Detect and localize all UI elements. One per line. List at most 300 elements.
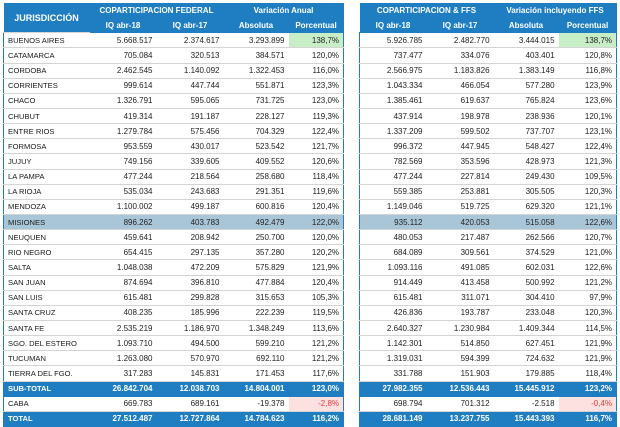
table-row (4, 199, 344, 214)
table-row (4, 48, 344, 63)
ffs-iq-abr17-value: 619.637 (427, 93, 494, 108)
ffs-iq-abr18-value: 477.244 (360, 169, 427, 184)
ffs-var-absoluta-value: 428.973 (494, 154, 559, 169)
table-row-ffs (360, 184, 617, 199)
var-porcentual-value: 117,6% (289, 366, 344, 381)
ffs-var-absoluta-value: 737.707 (494, 124, 559, 139)
iq-abr17-value: 499.187 (157, 199, 224, 214)
ffs-iq-abr17-value: 599.502 (427, 124, 494, 139)
var-porcentual-value: 121,7% (289, 139, 344, 154)
jurisdiccion-name: LA PAMPA (4, 169, 90, 184)
var-porcentual-value: 138,7% (289, 33, 344, 48)
var-absoluta-value: 1.348.249 (224, 320, 289, 335)
iq-abr17-value: 689.161 (157, 396, 224, 411)
iq-abr18-value: 1.093.710 (90, 336, 157, 351)
ffs-iq-abr18-value: 2.640.327 (360, 320, 427, 335)
var-porcentual-value: 113,6% (289, 320, 344, 335)
var-absoluta-value: 551.871 (224, 78, 289, 93)
jurisdiccion-name: SALTA (4, 260, 90, 275)
ffs-var-porcentual-value: 138,7% (559, 33, 617, 48)
ffs-iq-abr17-value: 217.487 (427, 230, 494, 245)
var-porcentual-value: 123,0% (289, 93, 344, 108)
ffs-var-absoluta-value: 15.443.393 (494, 411, 559, 426)
iq-abr17-value: 1.140.092 (157, 63, 224, 78)
jurisdiccion-name: SGO. DEL ESTERO (4, 336, 90, 351)
iq-abr17-value: 12.727.864 (157, 411, 224, 426)
var-absoluta-value: 14.784.623 (224, 411, 289, 426)
table-row (4, 336, 344, 351)
col-abs-header: Absoluta (224, 18, 289, 33)
ffs-iq-abr17-value: 466.054 (427, 78, 494, 93)
ffs-var-absoluta-value: 577.280 (494, 78, 559, 93)
var-absoluta-value: 704.329 (224, 124, 289, 139)
ffs-var-porcentual-value: 97,9% (559, 290, 617, 305)
jurisdiccion-name: CHUBUT (4, 108, 90, 123)
ffs-iq-abr18-value: 1.319.031 (360, 351, 427, 366)
ffs-var-porcentual-value: 122,6% (559, 260, 617, 275)
ffs-iq-abr17-value: 309.561 (427, 245, 494, 260)
federal-group-header: COPARTICIPACION FEDERAL (90, 3, 224, 18)
ffs-iq-abr18-value: 996.372 (360, 139, 427, 154)
ffs-var-porcentual-value: 123,1% (559, 124, 617, 139)
var-porcentual-value: 118,4% (289, 169, 344, 184)
var-porcentual-value: 120,2% (289, 245, 344, 260)
caba-row-ffs (360, 396, 617, 411)
ffs-iq-abr17-value: 519.725 (427, 199, 494, 214)
var-porcentual-value: 119,5% (289, 305, 344, 320)
ffs-iq-abr18-value: 426.836 (360, 305, 427, 320)
ffs-iq-abr18-value: 1.149.046 (360, 199, 427, 214)
iq-abr18-value: 669.783 (90, 396, 157, 411)
table-row-ffs (360, 93, 617, 108)
ffs-var-porcentual-value: 118,4% (559, 366, 617, 381)
var-porcentual-value: 121,2% (289, 351, 344, 366)
table-row-ffs (360, 124, 617, 139)
jurisdiccion-name: CABA (4, 396, 90, 411)
table-row (4, 184, 344, 199)
subtotal-row (4, 381, 344, 396)
ffs-iq-abr17-value: 1.230.984 (427, 320, 494, 335)
ffs-var-porcentual-value: 114,5% (559, 320, 617, 335)
var-porcentual-value: 120,4% (289, 275, 344, 290)
table-row-ffs (360, 305, 617, 320)
jurisdiccion-name: TOTAL (4, 411, 90, 426)
ffs-var-porcentual-value: 120,8% (559, 48, 617, 63)
table-row-ffs (360, 260, 617, 275)
ffs-iq-abr17-value: 311.071 (427, 290, 494, 305)
col-abs-ffs-header: Absoluta (494, 18, 559, 33)
ffs-iq-abr17-value: 1.183.826 (427, 63, 494, 78)
iq-abr17-value: 185.996 (157, 305, 224, 320)
ffs-var-porcentual-value: 122,4% (559, 139, 617, 154)
ffs-iq-abr17-value: 2.482.770 (427, 33, 494, 48)
ffs-iq-abr17-value: 151.903 (427, 366, 494, 381)
ffs-iq-abr17-value: 13.237.755 (427, 411, 494, 426)
ffs-iq-abr17-value: 701.312 (427, 396, 494, 411)
federal-table (3, 3, 344, 427)
var-absoluta-value: 575.829 (224, 260, 289, 275)
ffs-iq-abr18-value: 737.477 (360, 48, 427, 63)
jurisdiccion-name: SANTA FE (4, 320, 90, 335)
var-porcentual-value: 122,0% (289, 214, 344, 229)
jurisdiccion-name: TIERRA DEL FGO. (4, 366, 90, 381)
table-row (4, 366, 344, 381)
jurisdiccion-name: MENDOZA (4, 199, 90, 214)
ffs-iq-abr18-value: 782.569 (360, 154, 427, 169)
iq-abr17-value: 191.187 (157, 108, 224, 123)
ffs-iq-abr18-value: 698.794 (360, 396, 427, 411)
table-row-ffs (360, 199, 617, 214)
ffs-var-absoluta-value: 724.632 (494, 351, 559, 366)
col-iq17-header: IQ abr-17 (157, 18, 224, 33)
table-row (4, 305, 344, 320)
ffs-var-porcentual-value: 120,7% (559, 230, 617, 245)
table-row-ffs (360, 320, 617, 335)
iq-abr18-value: 953.559 (90, 139, 157, 154)
table-row (4, 139, 344, 154)
col-iq18-ffs-header: IQ abr-18 (360, 18, 427, 33)
iq-abr18-value: 1.326.791 (90, 93, 157, 108)
ffs-var-porcentual-value: 123,2% (559, 381, 617, 396)
var-porcentual-value: 116,0% (289, 63, 344, 78)
var-absoluta-value: 228.127 (224, 108, 289, 123)
ffs-var-absoluta-value: 627.451 (494, 336, 559, 351)
ffs-var-absoluta-value: 1.409.344 (494, 320, 559, 335)
table-row (4, 93, 344, 108)
table-row (4, 260, 344, 275)
ffs-iq-abr17-value: 514.850 (427, 336, 494, 351)
jurisdiccion-name: SAN JUAN (4, 275, 90, 290)
ffs-var-absoluta-value: 305.505 (494, 184, 559, 199)
jurisdiccion-name: JUJUY (4, 154, 90, 169)
iq-abr18-value: 2.462.545 (90, 63, 157, 78)
iq-abr18-value: 874.694 (90, 275, 157, 290)
var-absoluta-value: 3.293.899 (224, 33, 289, 48)
iq-abr17-value: 12.038.703 (157, 381, 224, 396)
ffs-var-absoluta-value: 3.444.015 (494, 33, 559, 48)
col-pct-ffs-header: Porcentual (559, 18, 617, 33)
ffs-var-absoluta-value: 15.445.912 (494, 381, 559, 396)
ffs-iq-abr18-value: 5.926.785 (360, 33, 427, 48)
total-row-ffs (360, 411, 617, 426)
table-row-ffs (360, 154, 617, 169)
jurisdiccion-name: CORDOBA (4, 63, 90, 78)
ffs-iq-abr17-value: 253.881 (427, 184, 494, 199)
table-row (4, 230, 344, 245)
table-row (4, 275, 344, 290)
jurisdiccion-name: SUB-TOTAL (4, 381, 90, 396)
ffs-var-porcentual-value: 121,9% (559, 351, 617, 366)
iq-abr17-value: 430.017 (157, 139, 224, 154)
caba-row (4, 396, 344, 411)
ffs-iq-abr17-value: 227.814 (427, 169, 494, 184)
var-absoluta-value: 1.322.453 (224, 63, 289, 78)
var-absoluta-value: 492.479 (224, 214, 289, 229)
var-porcentual-value: 123,3% (289, 78, 344, 93)
table-row-ffs (360, 366, 617, 381)
jurisdiccion-name: TUCUMAN (4, 351, 90, 366)
iq-abr18-value: 5.668.517 (90, 33, 157, 48)
ffs-var-porcentual-value: 122,6% (559, 214, 617, 229)
var-absoluta-value: 258.680 (224, 169, 289, 184)
ffs-iq-abr18-value: 480.053 (360, 230, 427, 245)
ffs-var-porcentual-value: 109,5% (559, 169, 617, 184)
var-absoluta-value: 357.280 (224, 245, 289, 260)
ffs-var-absoluta-value: 1.383.149 (494, 63, 559, 78)
total-row (4, 411, 344, 426)
ffs-var-porcentual-value: -0,4% (559, 396, 617, 411)
col-pct-header: Porcentual (289, 18, 344, 33)
iq-abr17-value: 595.065 (157, 93, 224, 108)
ffs-iq-abr17-value: 12.536.443 (427, 381, 494, 396)
var-porcentual-value: 105,3% (289, 290, 344, 305)
ffs-iq-abr17-value: 334.076 (427, 48, 494, 63)
iq-abr18-value: 1.100.002 (90, 199, 157, 214)
iq-abr17-value: 447.744 (157, 78, 224, 93)
ffs-iq-abr18-value: 437.914 (360, 108, 427, 123)
table-row-ffs (360, 275, 617, 290)
jurisdiccion-name: BUENOS AIRES (4, 33, 90, 48)
var-absoluta-value: 384.571 (224, 48, 289, 63)
iq-abr17-value: 218.564 (157, 169, 224, 184)
jurisdiccion-header: JURISDICCIÓN (4, 3, 90, 33)
col-iq17-ffs-header: IQ abr-17 (427, 18, 494, 33)
ffs-var-absoluta-value: 548.427 (494, 139, 559, 154)
ffs-var-porcentual-value: 121,1% (559, 199, 617, 214)
ffs-iq-abr17-value: 353.596 (427, 154, 494, 169)
jurisdiccion-name: SANTA CRUZ (4, 305, 90, 320)
table-row-ffs (360, 33, 617, 48)
ffs-var-porcentual-value: 121,9% (559, 336, 617, 351)
var-porcentual-value: 123,0% (289, 381, 344, 396)
var-absoluta-value: 14.804.001 (224, 381, 289, 396)
var-ffs-group-header: Variación incluyendo FFS (494, 3, 617, 18)
var-porcentual-value: 121,9% (289, 260, 344, 275)
ffs-var-porcentual-value: 121,2% (559, 275, 617, 290)
ffs-iq-abr18-value: 1.043.334 (360, 78, 427, 93)
ffs-var-porcentual-value: 120,3% (559, 184, 617, 199)
ffs-iq-abr18-value: 559.385 (360, 184, 427, 199)
var-absoluta-value: 523.542 (224, 139, 289, 154)
ffs-var-absoluta-value: 249.430 (494, 169, 559, 184)
ffs-iq-abr17-value: 198.978 (427, 108, 494, 123)
ffs-iq-abr17-value: 447.945 (427, 139, 494, 154)
jurisdiccion-name: FORMOSA (4, 139, 90, 154)
ffs-var-absoluta-value: 179.885 (494, 366, 559, 381)
ffs-iq-abr17-value: 420.053 (427, 214, 494, 229)
table-row-ffs (360, 290, 617, 305)
col-iq18-header: IQ abr-18 (90, 18, 157, 33)
ffs-var-absoluta-value: 602.031 (494, 260, 559, 275)
ffs-var-porcentual-value: 120,3% (559, 305, 617, 320)
table-row (4, 320, 344, 335)
table-row (4, 63, 344, 78)
jurisdiccion-name: CATAMARCA (4, 48, 90, 63)
iq-abr18-value: 2.535.219 (90, 320, 157, 335)
ffs-var-absoluta-value: 374.529 (494, 245, 559, 260)
ffs-var-absoluta-value: 233.048 (494, 305, 559, 320)
table-row-ffs (360, 139, 617, 154)
iq-abr17-value: 494.500 (157, 336, 224, 351)
ffs-iq-abr18-value: 1.093.116 (360, 260, 427, 275)
var-porcentual-value: 122,4% (289, 124, 344, 139)
iq-abr18-value: 408.235 (90, 305, 157, 320)
ffs-iq-abr18-value: 935.112 (360, 214, 427, 229)
table-row (4, 290, 344, 305)
ffs-iq-abr18-value: 28.681.149 (360, 411, 427, 426)
var-porcentual-value: -2,8% (289, 396, 344, 411)
ffs-iq-abr18-value: 331.788 (360, 366, 427, 381)
ffs-iq-abr17-value: 491.085 (427, 260, 494, 275)
ffs-var-porcentual-value: 121,0% (559, 245, 617, 260)
ffs-var-absoluta-value: 238.936 (494, 108, 559, 123)
subtotal-row-ffs (360, 381, 617, 396)
iq-abr17-value: 1.186.970 (157, 320, 224, 335)
ffs-var-porcentual-value: 120,1% (559, 108, 617, 123)
iq-abr17-value: 2.374.617 (157, 33, 224, 48)
ffs-iq-abr18-value: 1.142.301 (360, 336, 427, 351)
ffs-table (359, 3, 617, 427)
jurisdiccion-name: SAN LUIS (4, 290, 90, 305)
ffs-var-absoluta-value: 765.824 (494, 93, 559, 108)
iq-abr18-value: 896.262 (90, 214, 157, 229)
table-row-ffs (360, 230, 617, 245)
jurisdiccion-name: RIO NEGRO (4, 245, 90, 260)
var-absoluta-value: 477.884 (224, 275, 289, 290)
table-row (4, 78, 344, 93)
table-row-ffs (360, 169, 617, 184)
var-absoluta-value: 250.700 (224, 230, 289, 245)
ffs-var-porcentual-value: 123,9% (559, 78, 617, 93)
iq-abr17-value: 320.513 (157, 48, 224, 63)
iq-abr17-value: 472.209 (157, 260, 224, 275)
iq-abr17-value: 403.783 (157, 214, 224, 229)
var-absoluta-value: 409.552 (224, 154, 289, 169)
var-porcentual-value: 120,4% (289, 199, 344, 214)
iq-abr18-value: 999.614 (90, 78, 157, 93)
jurisdiccion-name: NEUQUEN (4, 230, 90, 245)
table-row-ffs (360, 214, 617, 229)
ffs-var-absoluta-value: 262.566 (494, 230, 559, 245)
iq-abr18-value: 1.263.080 (90, 351, 157, 366)
iq-abr17-value: 299.828 (157, 290, 224, 305)
table-row (4, 245, 344, 260)
ffs-iq-abr18-value: 2.566.975 (360, 63, 427, 78)
var-porcentual-value: 120,0% (289, 230, 344, 245)
copa-ffs-group-header: COPARTICIPACION & FFS (360, 3, 494, 18)
ffs-var-porcentual-value: 116,7% (559, 411, 617, 426)
iq-abr17-value: 339.605 (157, 154, 224, 169)
iq-abr18-value: 535.034 (90, 184, 157, 199)
iq-abr18-value: 749.156 (90, 154, 157, 169)
ffs-iq-abr18-value: 27.982.355 (360, 381, 427, 396)
iq-abr18-value: 615.481 (90, 290, 157, 305)
var-absoluta-value: 222.239 (224, 305, 289, 320)
jurisdiccion-name: MISIONES (4, 214, 90, 229)
iq-abr17-value: 570.970 (157, 351, 224, 366)
iq-abr18-value: 27.512.487 (90, 411, 157, 426)
iq-abr18-value: 26.842.704 (90, 381, 157, 396)
ffs-var-absoluta-value: -2.518 (494, 396, 559, 411)
ffs-iq-abr18-value: 684.089 (360, 245, 427, 260)
jurisdiccion-name: CORRIENTES (4, 78, 90, 93)
table-row (4, 124, 344, 139)
ffs-var-absoluta-value: 500.992 (494, 275, 559, 290)
ffs-var-absoluta-value: 403.401 (494, 48, 559, 63)
ffs-var-porcentual-value: 123,6% (559, 93, 617, 108)
iq-abr18-value: 705.084 (90, 48, 157, 63)
var-absoluta-value: 315.653 (224, 290, 289, 305)
ffs-iq-abr18-value: 1.385.461 (360, 93, 427, 108)
var-absoluta-value: 692.110 (224, 351, 289, 366)
var-anual-group-header: Variación Anual (224, 3, 344, 18)
var-absoluta-value: 171.453 (224, 366, 289, 381)
iq-abr18-value: 477.244 (90, 169, 157, 184)
ffs-iq-abr17-value: 413.458 (427, 275, 494, 290)
table-row (4, 214, 344, 229)
var-absoluta-value: 600.816 (224, 199, 289, 214)
jurisdiccion-name: ENTRE RIOS (4, 124, 90, 139)
iq-abr18-value: 1.279.784 (90, 124, 157, 139)
ffs-iq-abr17-value: 193.787 (427, 305, 494, 320)
ffs-var-absoluta-value: 304.410 (494, 290, 559, 305)
ffs-var-porcentual-value: 121,3% (559, 154, 617, 169)
table-row-ffs (360, 63, 617, 78)
ffs-var-absoluta-value: 629.320 (494, 199, 559, 214)
table-row (4, 154, 344, 169)
iq-abr17-value: 396.810 (157, 275, 224, 290)
iq-abr18-value: 654.415 (90, 245, 157, 260)
table-row-ffs (360, 48, 617, 63)
table-row (4, 169, 344, 184)
table-row-ffs (360, 78, 617, 93)
var-absoluta-value: 731.725 (224, 93, 289, 108)
jurisdiccion-name: LA RIOJA (4, 184, 90, 199)
ffs-iq-abr18-value: 615.481 (360, 290, 427, 305)
ffs-var-absoluta-value: 515.058 (494, 214, 559, 229)
ffs-iq-abr18-value: 1.337.209 (360, 124, 427, 139)
iq-abr18-value: 419.314 (90, 108, 157, 123)
var-absoluta-value: 599.210 (224, 336, 289, 351)
var-absoluta-value: 291.351 (224, 184, 289, 199)
iq-abr17-value: 575.456 (157, 124, 224, 139)
var-porcentual-value: 116,2% (289, 411, 344, 426)
iq-abr18-value: 317.283 (90, 366, 157, 381)
ffs-iq-abr17-value: 594.399 (427, 351, 494, 366)
iq-abr17-value: 145.831 (157, 366, 224, 381)
var-porcentual-value: 120,0% (289, 48, 344, 63)
table-row-ffs (360, 336, 617, 351)
iq-abr18-value: 459.641 (90, 230, 157, 245)
table-row (4, 33, 344, 48)
table-row (4, 108, 344, 123)
table-row-ffs (360, 351, 617, 366)
var-porcentual-value: 119,3% (289, 108, 344, 123)
var-porcentual-value: 121,2% (289, 336, 344, 351)
iq-abr17-value: 243.683 (157, 184, 224, 199)
var-absoluta-value: -19.378 (224, 396, 289, 411)
iq-abr18-value: 1.048.038 (90, 260, 157, 275)
iq-abr17-value: 208.942 (157, 230, 224, 245)
table-row-ffs (360, 108, 617, 123)
ffs-var-porcentual-value: 116,8% (559, 63, 617, 78)
ffs-iq-abr18-value: 914.449 (360, 275, 427, 290)
table-row (4, 351, 344, 366)
iq-abr17-value: 297.135 (157, 245, 224, 260)
var-porcentual-value: 119,6% (289, 184, 344, 199)
jurisdiccion-name: CHACO (4, 93, 90, 108)
table-row-ffs (360, 245, 617, 260)
